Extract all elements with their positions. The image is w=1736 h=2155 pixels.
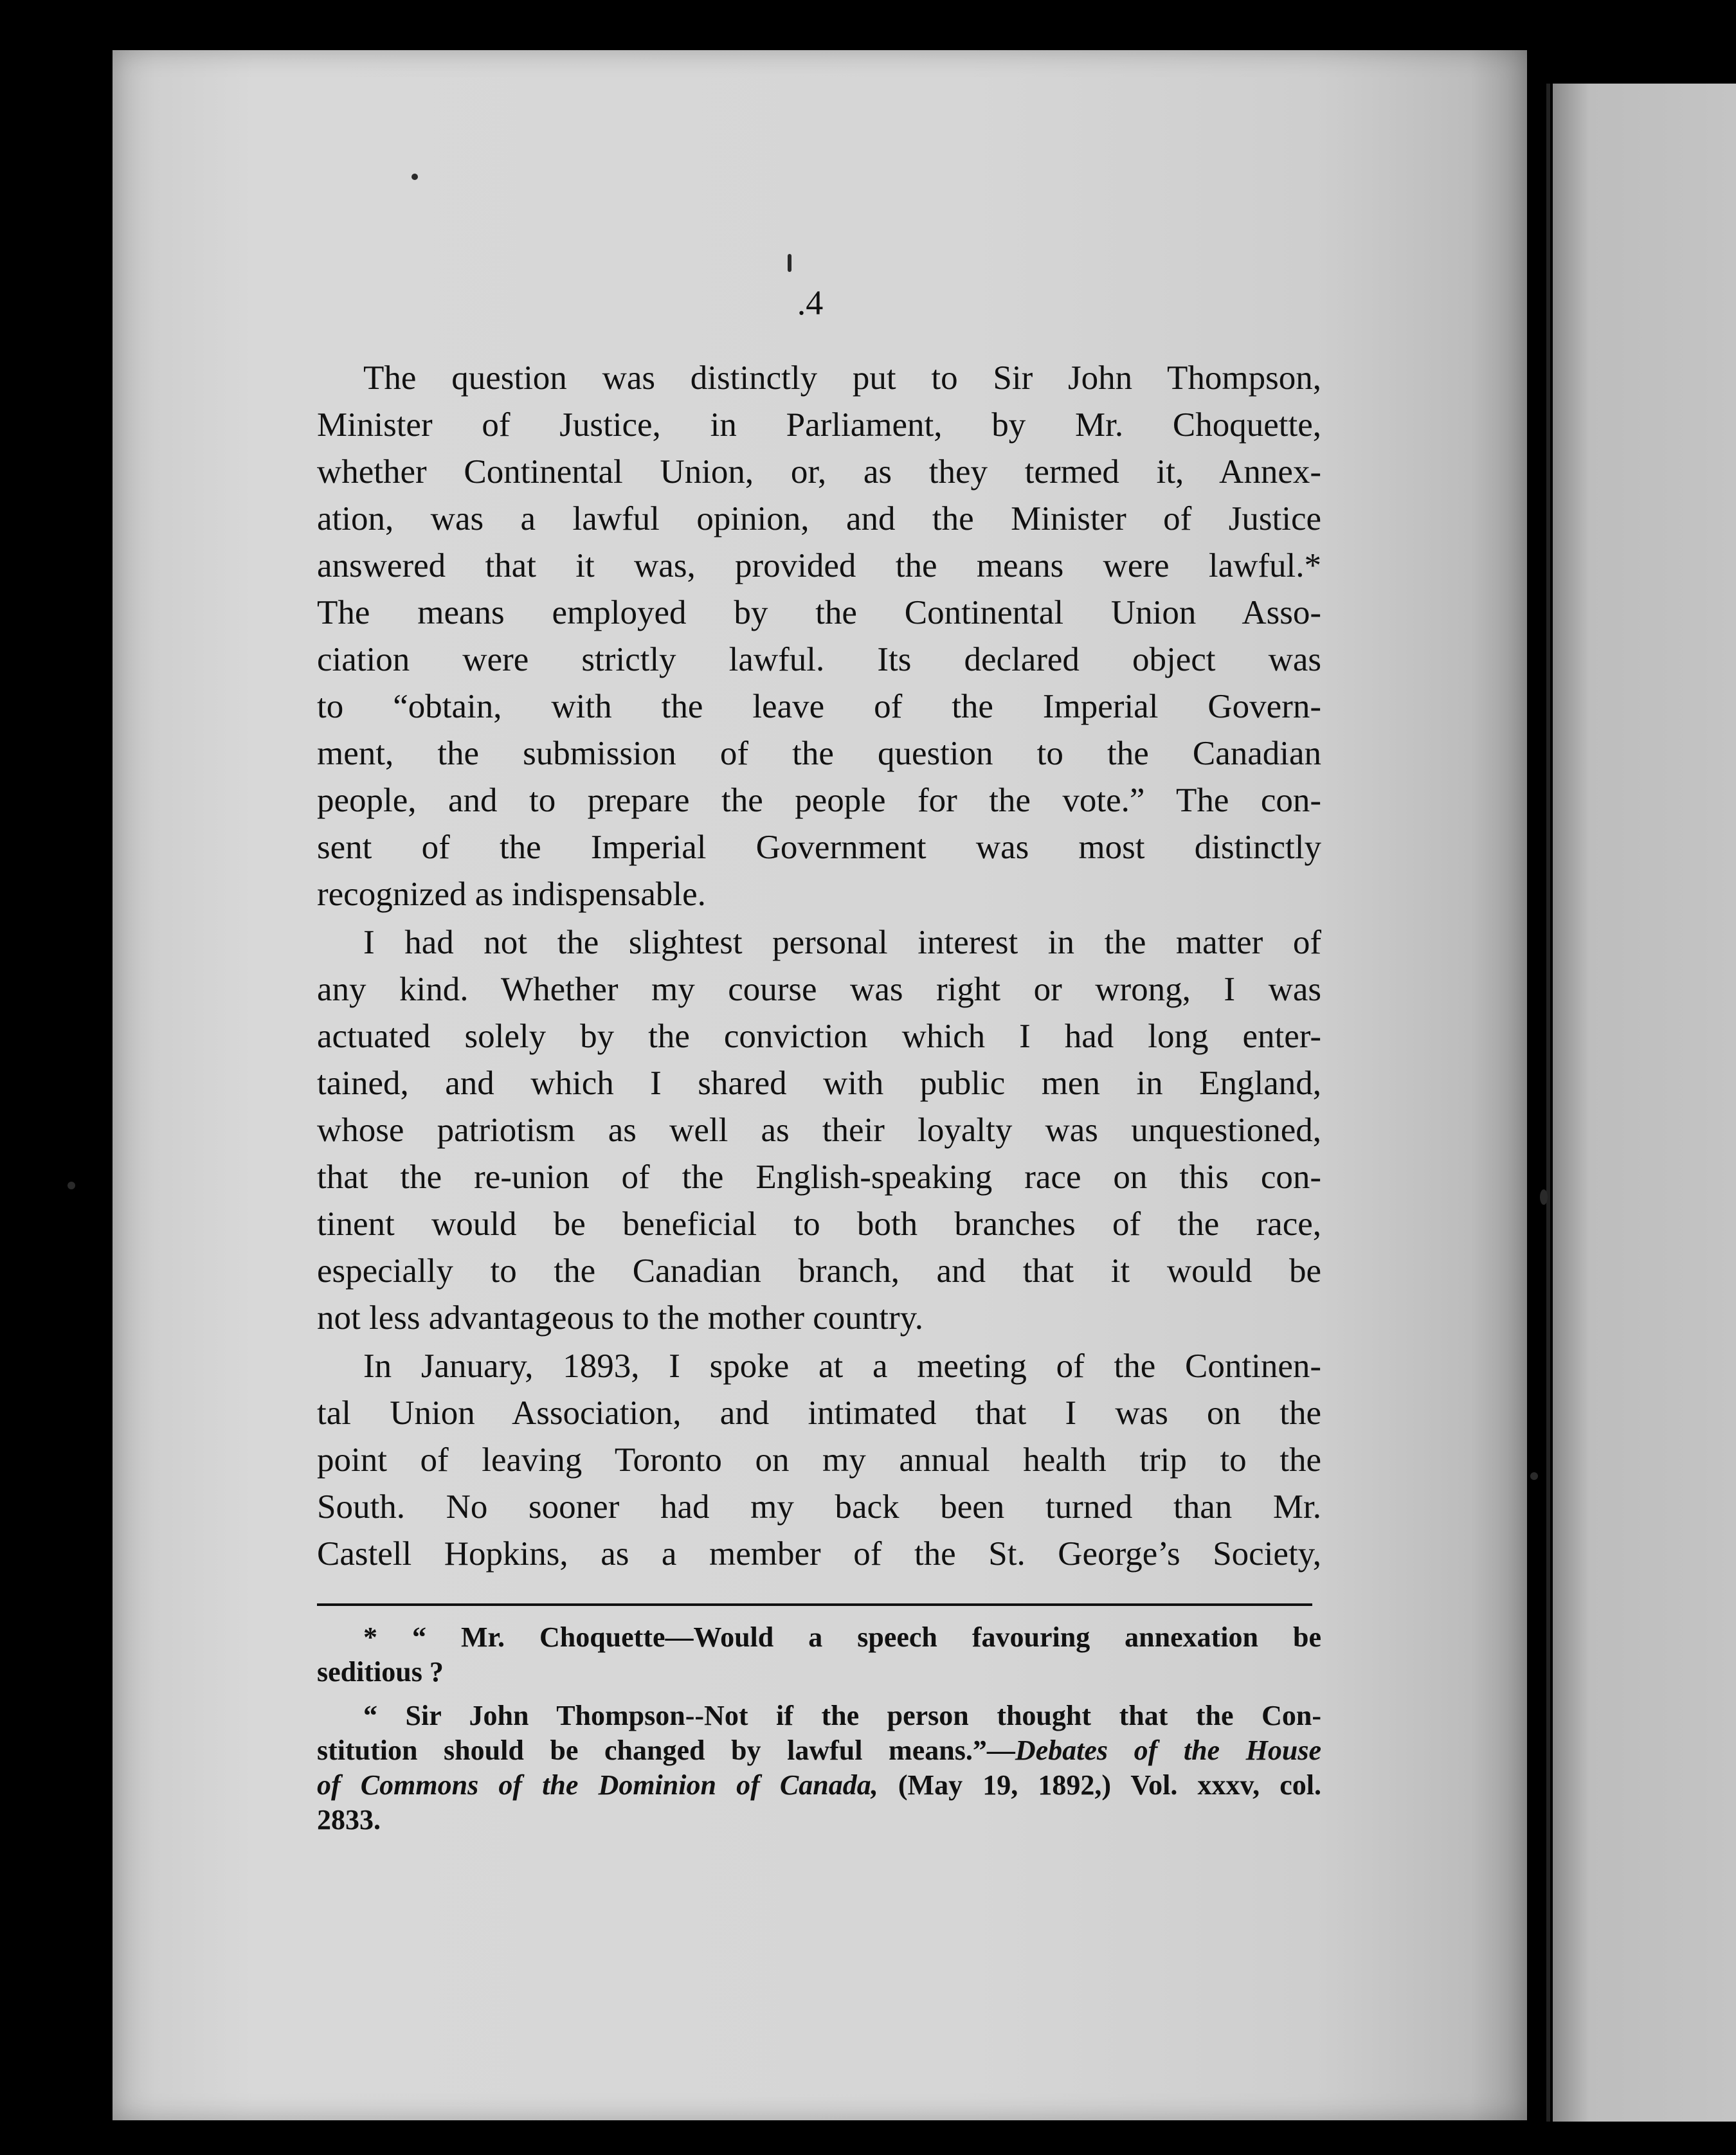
text-line: Minister of Justice, in Parliament, by Mr. Choquette, <box>317 406 1321 444</box>
text-line: The question was distinctly put to Sir John Thompson, <box>363 359 1321 397</box>
text-line: any kind. Whether my course was right or wrong, I was <box>317 971 1321 1008</box>
citation-title: of Commons of the Dominion of Canada, <box>317 1769 878 1801</box>
footnote-line: seditious ? <box>317 1656 444 1688</box>
text-line: ment, the submission of the question to the Canadian <box>317 735 1321 772</box>
facing-page-edge <box>1553 84 1736 2122</box>
footnote-text: stitution should be changed by lawful means.”— <box>317 1735 1015 1766</box>
text-line: point of leaving Toronto on my annual health trip to the <box>317 1441 1321 1479</box>
footnote-line: 2833. <box>317 1804 381 1835</box>
scan-speck <box>788 254 791 272</box>
text-line: actuated solely by the conviction which I had long enter- <box>317 1018 1321 1055</box>
footnote-line <box>317 1768 1321 1803</box>
text-line: I had not the slightest personal interest in the matter of <box>363 924 1321 961</box>
citation-title: Debates of the House <box>1015 1735 1322 1766</box>
text-line: to “obtain, with the leave of the Imperial Govern- <box>317 688 1321 725</box>
text-line: tinent would be beneficial to both branches of the race, <box>317 1205 1321 1243</box>
footnote-line: “ Sir John Thompson--Not if the person thought that the Con- <box>363 1700 1321 1731</box>
text-line: answered that it was, provided the means were lawful.* <box>317 547 1321 584</box>
text-line: that the re-union of the English-speaking race on this con- <box>317 1159 1321 1196</box>
text-line: ation, was a lawful opinion, and the Minister of Justice <box>317 500 1321 537</box>
scan-speck <box>1540 1189 1548 1205</box>
scan-speck <box>411 174 418 180</box>
footnote-line <box>317 1733 1321 1768</box>
text-line: In January, 1893, I spoke at a meeting of the Continen- <box>363 1348 1321 1385</box>
text-line: Castell Hopkins, as a member of the St. George’s Society, <box>317 1535 1321 1573</box>
text-line: recognized as indispensable. <box>317 876 706 913</box>
footnote-divider <box>317 1603 1312 1606</box>
paragraph-2 <box>317 919 1321 1342</box>
text-line: tal Union Association, and intimated that I was on the <box>317 1394 1321 1432</box>
footnote-line: * “ Mr. Choquette—Would a speech favouring annexation be <box>363 1621 1321 1653</box>
page-number: .4 <box>797 284 824 322</box>
text-line: ciation were strictly lawful. Its declared object was <box>317 641 1321 678</box>
text-line: people, and to prepare the people for the vote.” The con- <box>317 782 1321 819</box>
paragraph-3 <box>317 1343 1321 1578</box>
text-line: not less advantageous to the mother country. <box>317 1299 923 1337</box>
footnote-2 <box>317 1699 1321 1837</box>
paragraph-1 <box>317 355 1321 918</box>
citation-details: (May 19, 1892,) Vol. xxxv, col. <box>878 1769 1322 1801</box>
page-gutter <box>1546 84 1550 2122</box>
text-line: especially to the Canadian branch, and that it would be <box>317 1252 1321 1290</box>
text-line: South. No sooner had my back been turned than Mr. <box>317 1488 1321 1526</box>
text-line: tained, and which I shared with public men in England, <box>317 1065 1321 1102</box>
text-line: whose patriotism as well as their loyalty was unquestioned, <box>317 1112 1321 1149</box>
text-line: sent of the Imperial Government was most distinctly <box>317 829 1321 866</box>
text-line: whether Continental Union, or, as they termed it, Annex- <box>317 453 1321 491</box>
text-line: The means employed by the Continental Union Asso- <box>317 594 1321 631</box>
footnotes <box>317 1620 1321 1846</box>
footnote-1 <box>317 1620 1321 1690</box>
scan-speck <box>1530 1472 1538 1480</box>
scan-speck <box>68 1182 75 1189</box>
body-text <box>317 355 1321 1579</box>
